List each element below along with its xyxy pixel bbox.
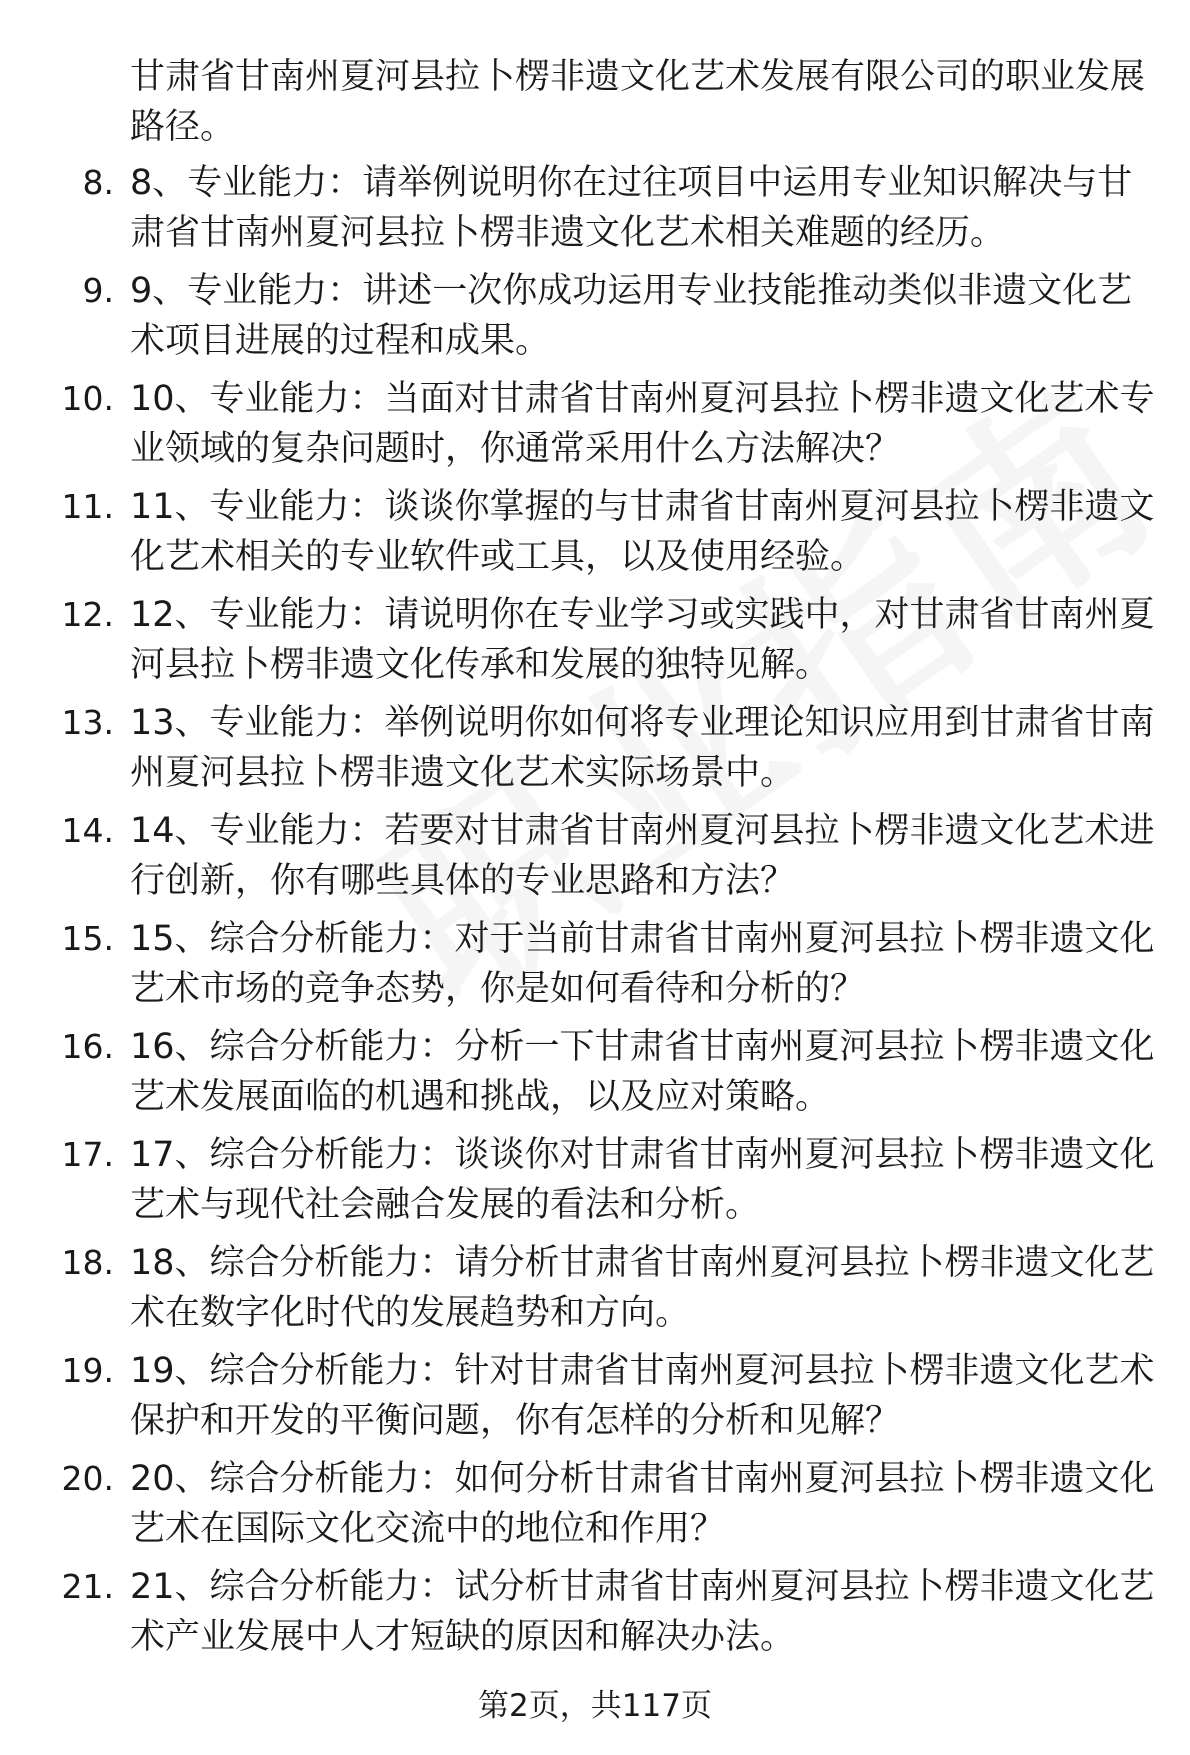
list-item-text: 20、综合分析能力：如何分析甘肃省甘南州夏河县拉卜楞非遗文化艺术在国际文化交流中的地位和作用？ (130, 1459, 1155, 1549)
page-footer: 第2页，共117页 (478, 1688, 712, 1724)
list-item-text: 19、综合分析能力：针对甘肃省甘南州夏河县拉卜楞非遗文化艺术保护和开发的平衡问题，你有怎样的分析和见解？ (130, 1351, 1155, 1441)
list-item-number: 13. (61, 703, 114, 742)
list-item (0, 1022, 1190, 1130)
list-item (0, 374, 1190, 482)
list-item (0, 482, 1190, 590)
question-list (0, 158, 1190, 1670)
list-item-number: 20. (61, 1459, 114, 1498)
list-item-number: 16. (61, 1027, 114, 1066)
list-item-text: 16、综合分析能力：分析一下甘肃省甘南州夏河县拉卜楞非遗文化艺术发展面临的机遇和挑战，以及应对策略。 (130, 1027, 1155, 1117)
list-item-text: 10、专业能力：当面对甘肃省甘南州夏河县拉卜楞非遗文化艺术专业领域的复杂问题时，你通常采用什么方法解决？ (130, 379, 1155, 469)
list-item (0, 914, 1190, 1022)
list-item-number: 18. (61, 1243, 114, 1282)
list-item-text: 15、综合分析能力：对于当前甘肃省甘南州夏河县拉卜楞非遗文化艺术市场的竞争态势，你是如何看待和分析的？ (130, 919, 1155, 1009)
list-item (0, 1562, 1190, 1670)
list-item-text: 9、专业能力：讲述一次你成功运用专业技能推动类似非遗文化艺术项目进展的过程和成果。 (130, 271, 1133, 361)
list-item-number: 9. (82, 271, 114, 310)
list-item (0, 698, 1190, 806)
list-item-number: 12. (61, 595, 114, 634)
list-item-text: 14、专业能力：若要对甘肃省甘南州夏河县拉卜楞非遗文化艺术进行创新，你有哪些具体的专业思路和方法？ (130, 811, 1155, 901)
list-item-number: 21. (61, 1567, 114, 1606)
list-item (0, 1346, 1190, 1454)
list-item-text: 21、综合分析能力：试分析甘肃省甘南州夏河县拉卜楞非遗文化艺术产业发展中人才短缺的原因和解决办法。 (130, 1567, 1155, 1657)
list-item (0, 806, 1190, 914)
list-item-number: 10. (61, 379, 114, 418)
list-item-number: 14. (61, 811, 114, 850)
list-item (0, 158, 1190, 266)
list-item-text: 12、专业能力：请说明你在专业学习或实践中，对甘肃省甘南州夏河县拉卜楞非遗文化传承和发展的独特见解。 (130, 595, 1155, 685)
list-item-number: 11. (61, 487, 114, 526)
list-item (0, 1454, 1190, 1562)
list-item-number: 8. (82, 163, 114, 202)
list-item-text: 8、专业能力：请举例说明你在过往项目中运用专业知识解决与甘肃省甘南州夏河县拉卜楞非遗文化艺术相关难题的经历。 (130, 163, 1133, 253)
list-item-number: 15. (61, 919, 114, 958)
list-item (0, 1238, 1190, 1346)
list-item-text: 13、专业能力：举例说明你如何将专业理论知识应用到甘肃省甘南州夏河县拉卜楞非遗文化艺术实际场景中。 (130, 703, 1155, 793)
list-item-number: 19. (61, 1351, 114, 1390)
list-item-text: 17、综合分析能力：谈谈你对甘肃省甘南州夏河县拉卜楞非遗文化艺术与现代社会融合发展的看法和分析。 (130, 1135, 1155, 1225)
list-item-text: 18、综合分析能力：请分析甘肃省甘南州夏河县拉卜楞非遗文化艺术在数字化时代的发展趋势和方向。 (130, 1243, 1155, 1333)
list-item (0, 590, 1190, 698)
list-item (0, 266, 1190, 374)
list-item (0, 1130, 1190, 1238)
continuation-text: 甘肃省甘南州夏河县拉卜楞非遗文化艺术发展有限公司的职业发展路径。 (130, 57, 1146, 147)
list-item-number: 17. (61, 1135, 114, 1174)
list-item-text: 11、专业能力：谈谈你掌握的与甘肃省甘南州夏河县拉卜楞非遗文化艺术相关的专业软件或工具，以及使用经验。 (130, 487, 1155, 577)
